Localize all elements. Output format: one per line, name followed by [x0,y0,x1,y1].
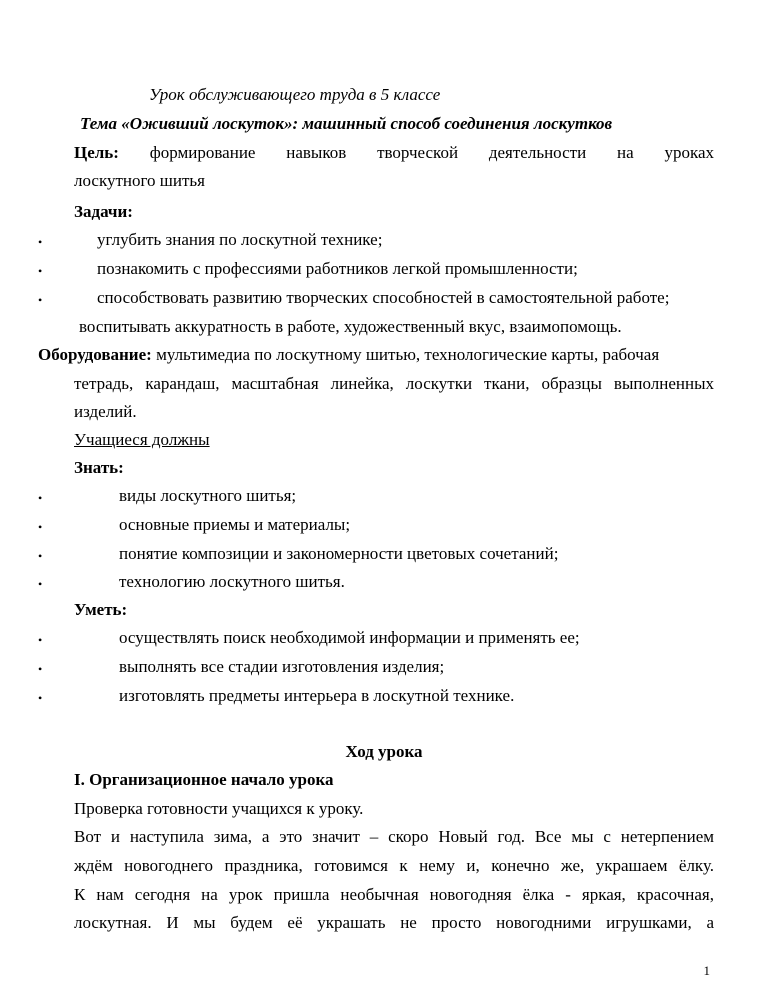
paragraph-line: лоскутная. И мы будем её украшать не просто новогодними игрушками, а [74,913,714,932]
goal-continuation: лоскутного шитья [74,171,205,190]
bullet-icon: • [38,293,43,307]
page-number: 1 [703,963,710,978]
paragraph: Проверка готовности учащихся к уроку. [74,799,364,818]
bullet-icon: • [38,633,43,647]
know-label: Знать: [74,458,124,477]
can-item: выполнять все стадии изготовления изделия; [119,657,445,676]
goal-word: творческой [377,143,459,162]
task-item: углубить знания по лоскутной технике; [97,230,383,249]
equipment-line-2: тетрадь, карандаш, масштабная линейка, лоскутки ткани, образцы выполненных [74,374,714,393]
topic-line: Тема «Оживший лоскуток»: машинный способ соединения лоскутков [80,114,613,133]
lesson-title: Урок обслуживающего труда в 5 классе [149,85,441,104]
bullet-icon: • [38,577,43,591]
students-heading: Учащиеся должны [74,430,210,449]
know-item: виды лоскутного шитья; [119,486,297,505]
can-item: изготовлять предметы интерьера в лоскутной технике. [119,686,515,705]
know-item: основные приемы и материалы; [119,515,351,534]
bullet-icon: • [38,264,43,278]
goal-word: навыков [286,143,347,162]
task-item: познакомить с профессиями работников легкой промышленности; [97,259,578,278]
bullet-icon: • [38,549,43,563]
equipment-line-1 [38,344,659,366]
equipment-label: Оборудование: [38,345,152,364]
can-label: Уметь: [74,600,128,619]
goal-line [74,142,714,164]
goal-word: деятельности [488,143,587,162]
equipment-text: мультимедиа по лоскутному шитью, технологические карты, рабочая [151,345,660,364]
goal-word: формирование [149,143,256,162]
paragraph-line: Вот и наступила зима, а это значит – скоро Новый год. Все мы с нетерпением [74,827,714,846]
bullet-icon: • [38,691,43,705]
bullet-icon: • [38,662,43,676]
bullet-icon: • [38,235,43,249]
bullet-icon: • [38,491,43,505]
tasks-label: Задачи: [74,202,133,221]
goal-label: Цель: [74,143,119,162]
bullet-icon: • [38,520,43,534]
paragraph-line: К нам сегодня на урок пришла необычная новогодняя ёлка - яркая, красочная, [74,885,714,904]
know-item: понятие композиции и закономерности цветовых сочетаний; [119,544,559,563]
know-item: технологию лоскутного шитья. [119,572,345,591]
task-item: способствовать развитию творческих способностей в самостоятельной работе; [97,288,670,307]
goal-word: уроках [664,143,714,162]
paragraph-line: ждём новогоднего праздника, готовимся к нему и, конечно же, украшаем ёлку. [74,856,714,875]
goal-word: на [616,143,634,162]
task-extra: воспитывать аккуратность в работе, художественный вкус, взаимопомощь. [79,317,622,336]
lesson-flow-title: Ход урока [345,742,423,761]
section-heading: I. Организационное начало урока [74,770,334,789]
can-item: осуществлять поиск необходимой информации и применять ее; [119,628,580,647]
equipment-line-3: изделий. [74,402,137,421]
